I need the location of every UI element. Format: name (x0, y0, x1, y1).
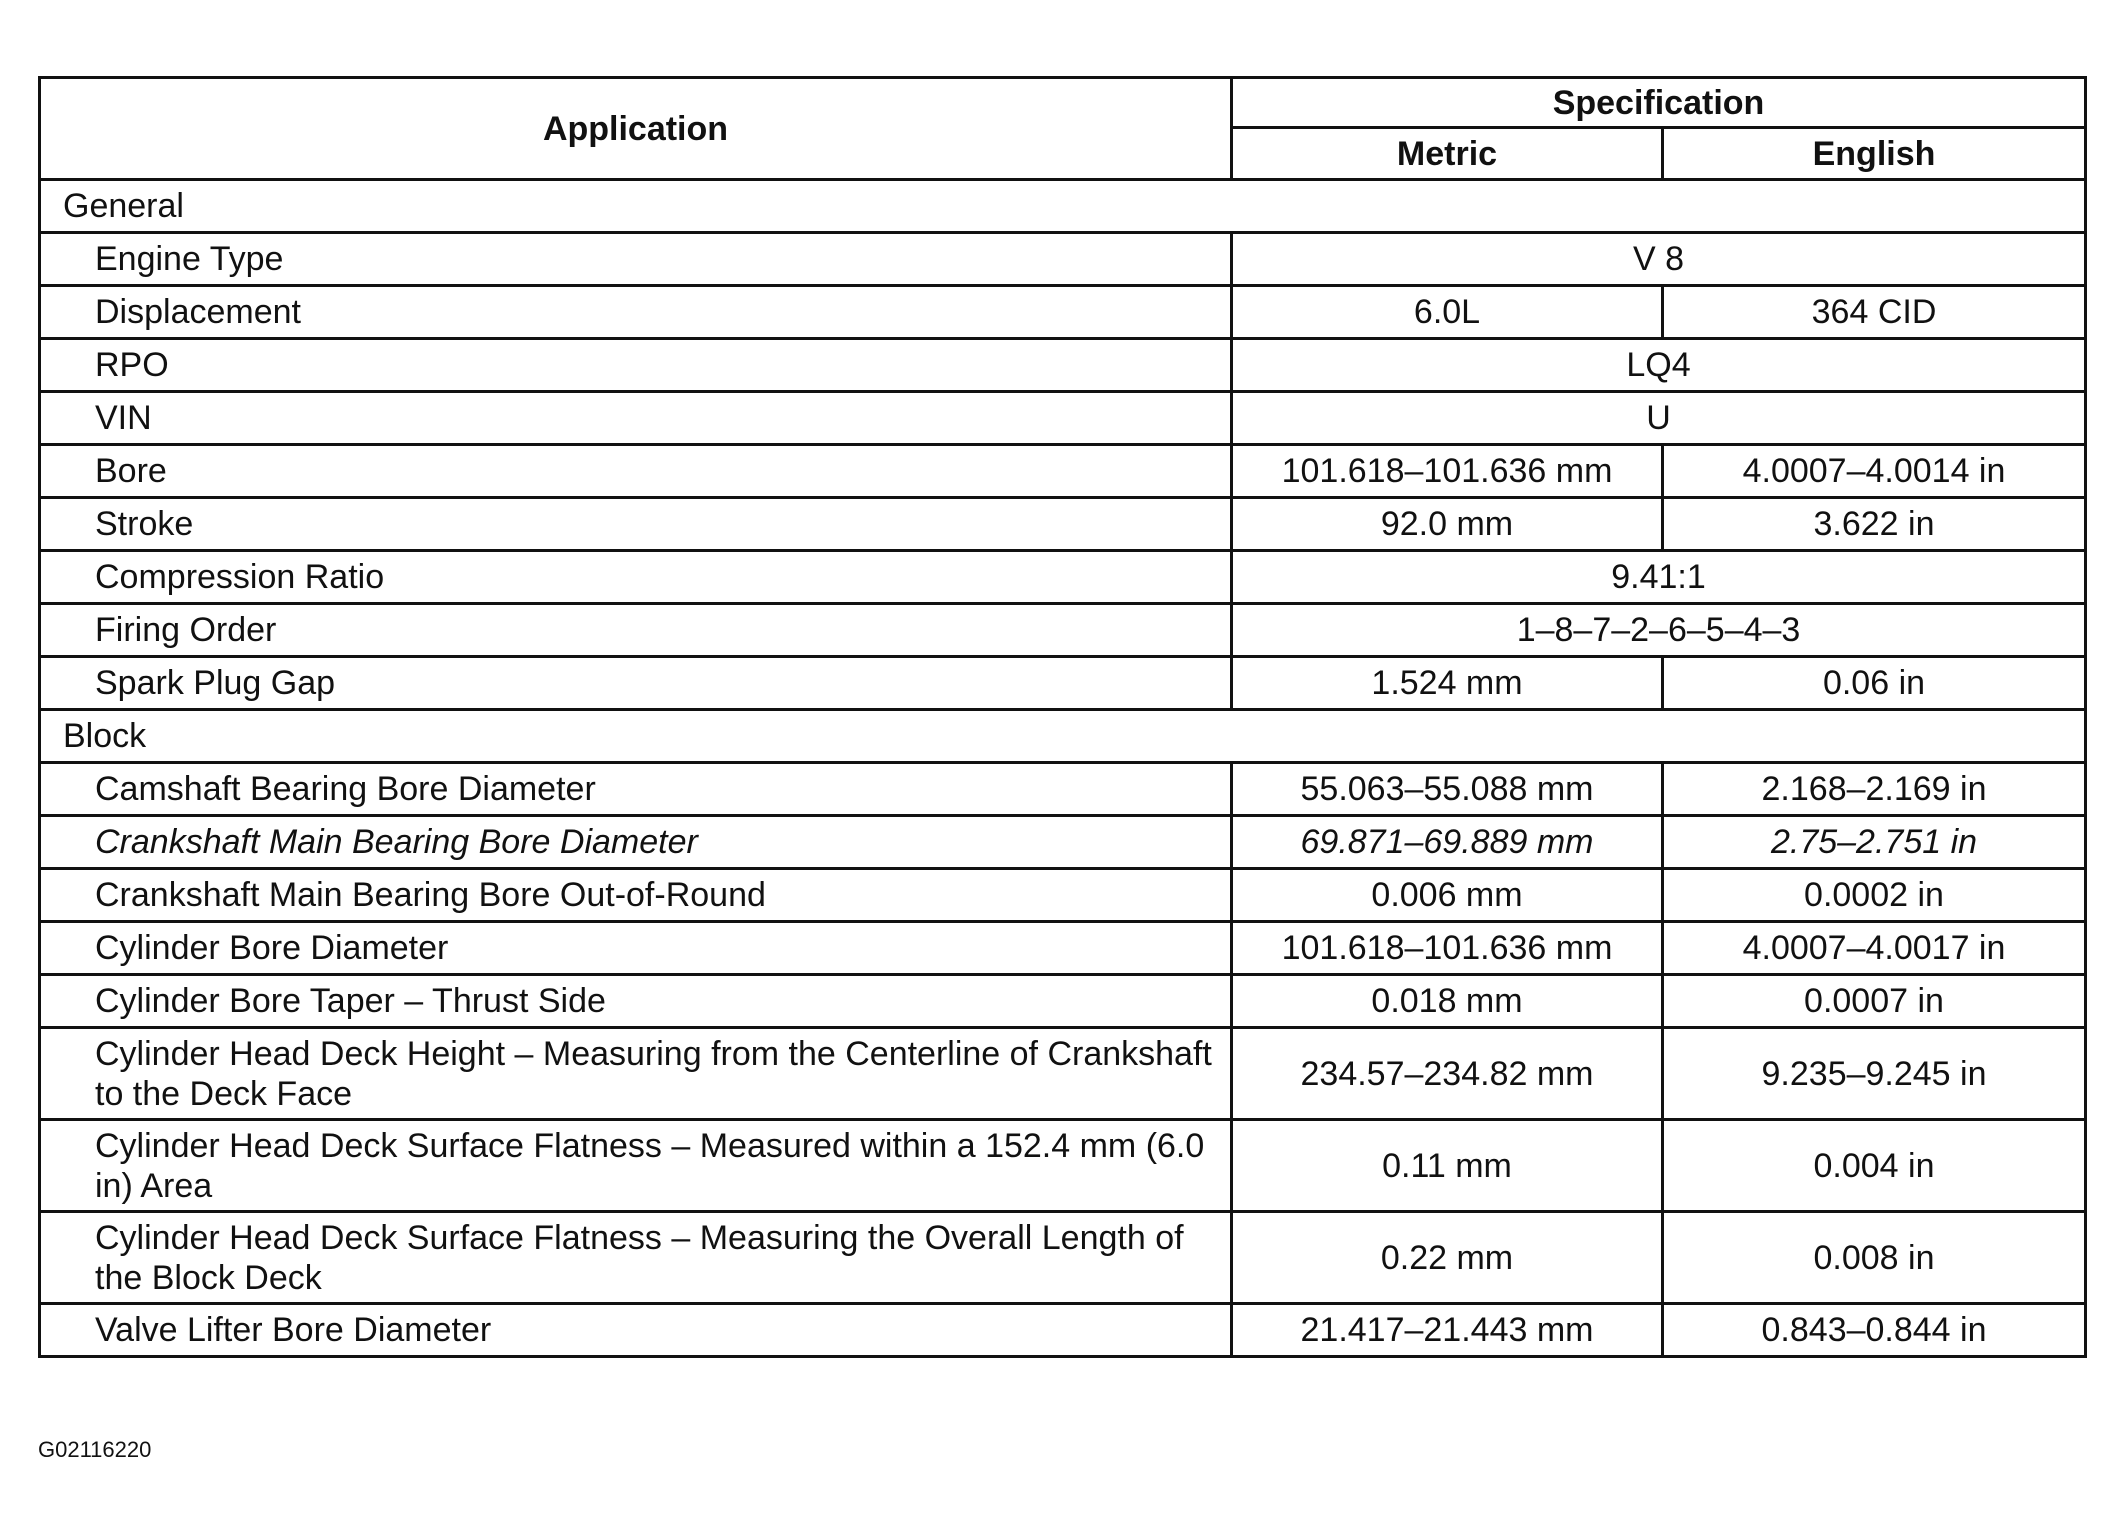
section-row (40, 180, 2086, 233)
table-row (40, 816, 2086, 869)
application-cell: Displacement (40, 286, 1232, 339)
table-row (40, 392, 2086, 445)
english-cell: 9.235–9.245 in (1663, 1028, 2086, 1120)
metric-column-header: Metric (1232, 128, 1663, 180)
table-row (40, 1028, 2086, 1120)
english-cell: 2.75–2.751 in (1663, 816, 2086, 869)
table-row (40, 498, 2086, 551)
metric-cell: 6.0L (1232, 286, 1663, 339)
metric-cell: 0.22 mm (1232, 1212, 1663, 1304)
application-cell: VIN (40, 392, 1232, 445)
table-row (40, 551, 2086, 604)
table-row (40, 445, 2086, 498)
specification-cell: LQ4 (1232, 339, 2086, 392)
application-cell: Stroke (40, 498, 1232, 551)
header-row-top (40, 78, 2086, 128)
application-cell: Engine Type (40, 233, 1232, 286)
specification-table (38, 76, 2087, 1358)
english-cell: 0.06 in (1663, 657, 2086, 710)
english-cell: 0.004 in (1663, 1120, 2086, 1212)
metric-cell: 55.063–55.088 mm (1232, 763, 1663, 816)
application-column-header: Application (40, 78, 1232, 180)
specification-cell: 9.41:1 (1232, 551, 2086, 604)
table-row (40, 657, 2086, 710)
table-body (40, 180, 2086, 1357)
metric-cell: 0.11 mm (1232, 1120, 1663, 1212)
figure-id: G02116220 (38, 1437, 152, 1462)
table-row (40, 922, 2086, 975)
section-row (40, 710, 2086, 763)
metric-cell: 234.57–234.82 mm (1232, 1028, 1663, 1120)
application-cell: Cylinder Head Deck Height – Measuring from the Centerline of Crankshaft to the Deck Face (40, 1028, 1232, 1120)
table-header (40, 78, 2086, 180)
specification-cell: U (1232, 392, 2086, 445)
english-cell: 0.0007 in (1663, 975, 2086, 1028)
application-cell: Camshaft Bearing Bore Diameter (40, 763, 1232, 816)
application-cell: Crankshaft Main Bearing Bore Out-of-Round (40, 869, 1232, 922)
english-cell: 0.0002 in (1663, 869, 2086, 922)
english-cell: 364 CID (1663, 286, 2086, 339)
english-cell: 0.008 in (1663, 1212, 2086, 1304)
metric-cell: 101.618–101.636 mm (1232, 445, 1663, 498)
application-cell: RPO (40, 339, 1232, 392)
table-row (40, 1120, 2086, 1212)
application-cell: Cylinder Head Deck Surface Flatness – Measured within a 152.4 mm (6.0 in) Area (40, 1120, 1232, 1212)
table-row (40, 286, 2086, 339)
application-cell: Spark Plug Gap (40, 657, 1232, 710)
application-cell: Compression Ratio (40, 551, 1232, 604)
table-row (40, 975, 2086, 1028)
table-row (40, 869, 2086, 922)
application-cell: Bore (40, 445, 1232, 498)
application-cell: Cylinder Head Deck Surface Flatness – Measuring the Overall Length of the Block Deck (40, 1212, 1232, 1304)
specification-column-header: Specification (1232, 78, 2086, 128)
metric-cell: 0.018 mm (1232, 975, 1663, 1028)
table-row (40, 763, 2086, 816)
application-cell: Firing Order (40, 604, 1232, 657)
table-row (40, 233, 2086, 286)
english-cell: 0.843–0.844 in (1663, 1304, 2086, 1357)
english-cell: 4.0007–4.0017 in (1663, 922, 2086, 975)
english-cell: 2.168–2.169 in (1663, 763, 2086, 816)
section-title: General (40, 180, 2086, 233)
table-row (40, 1212, 2086, 1304)
metric-cell: 101.618–101.636 mm (1232, 922, 1663, 975)
application-cell: Cylinder Bore Diameter (40, 922, 1232, 975)
metric-cell: 92.0 mm (1232, 498, 1663, 551)
table-row (40, 604, 2086, 657)
metric-cell: 0.006 mm (1232, 869, 1663, 922)
application-cell: Valve Lifter Bore Diameter (40, 1304, 1232, 1357)
table-row (40, 339, 2086, 392)
metric-cell: 69.871–69.889 mm (1232, 816, 1663, 869)
application-cell: Cylinder Bore Taper – Thrust Side (40, 975, 1232, 1028)
english-cell: 3.622 in (1663, 498, 2086, 551)
english-column-header: English (1663, 128, 2086, 180)
english-cell: 4.0007–4.0014 in (1663, 445, 2086, 498)
specification-cell: V 8 (1232, 233, 2086, 286)
metric-cell: 21.417–21.443 mm (1232, 1304, 1663, 1357)
section-title: Block (40, 710, 2086, 763)
table-row (40, 1304, 2086, 1357)
specification-cell: 1–8–7–2–6–5–4–3 (1232, 604, 2086, 657)
metric-cell: 1.524 mm (1232, 657, 1663, 710)
application-cell: Crankshaft Main Bearing Bore Diameter (40, 816, 1232, 869)
